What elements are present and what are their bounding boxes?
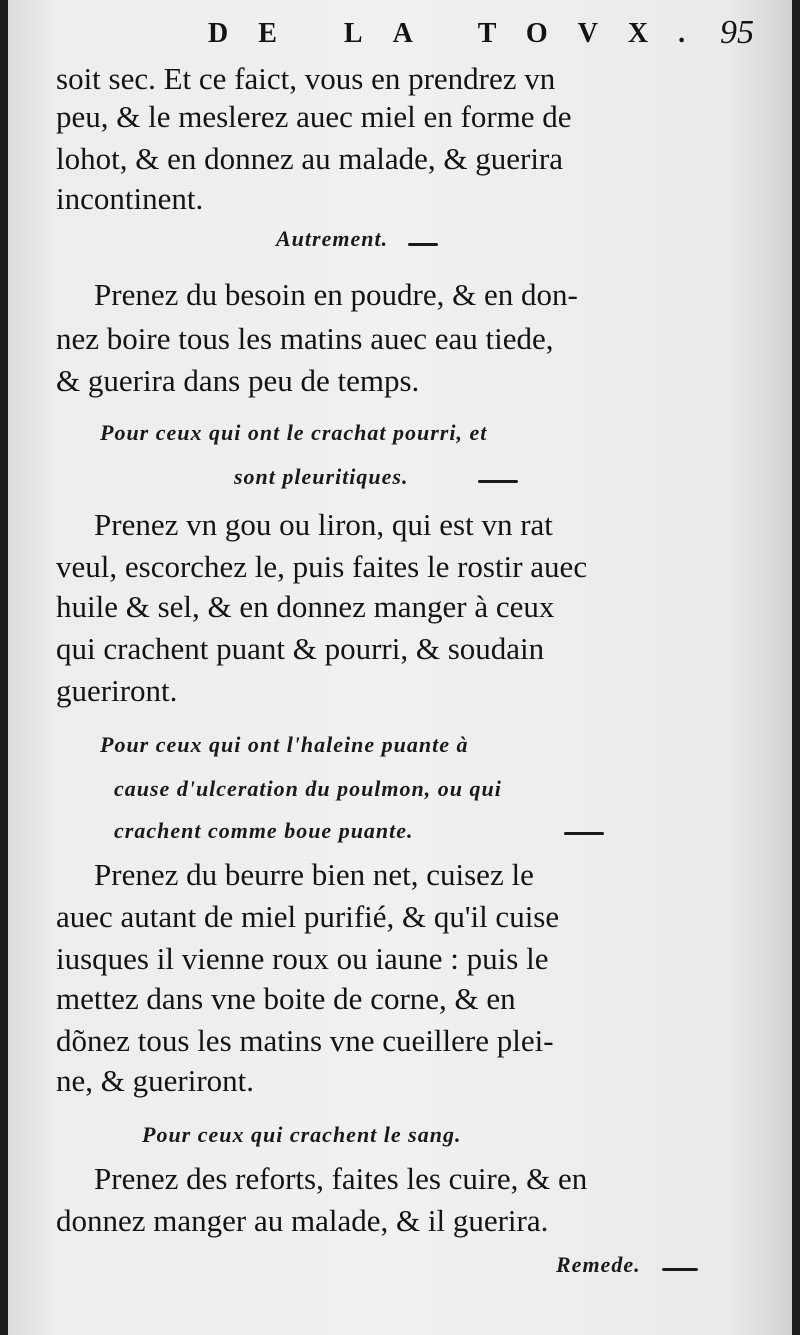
catchword: Remede. (556, 1252, 641, 1277)
text-line: qui crachent puant & pourri, & soudain (56, 631, 545, 666)
text-line: Prenez du beurre bien net, cuisez le (94, 857, 534, 892)
text-line: peu, & le meslerez auec miel en forme de (56, 99, 572, 134)
text-line: & guerira dans peu de temps. (56, 363, 420, 398)
text-line: donnez manger au malade, & il guerira. (56, 1203, 549, 1238)
running-head: DE LA TOVX. (208, 18, 716, 49)
book-page (8, 0, 792, 1335)
text-line: incontinent. (56, 181, 204, 216)
text-line: auec autant de miel purifié, & qu'il cuise (56, 899, 560, 934)
section-heading: Pour ceux qui ont le crachat pourri, et (100, 420, 488, 445)
page-number: 95 (720, 14, 754, 51)
text-line: mettez dans vne boite de corne, & en (56, 981, 516, 1016)
text-line: nez boire tous les matins auec eau tiede, (56, 321, 554, 356)
section-heading: sont pleuritiques. (234, 464, 409, 489)
section-heading: crachent comme boue puante. (114, 818, 414, 843)
text-line: veul, escorchez le, puis faites le rostir auec (56, 549, 588, 584)
section-heading: Pour ceux qui crachent le sang. (142, 1122, 462, 1147)
text-line: ne, & gueriront. (56, 1063, 255, 1098)
heading-flourish (408, 243, 438, 246)
text-line: iusques il vienne roux ou iaune : puis le (56, 941, 549, 976)
text-line: dõnez tous les matins vne cueillere plei- (56, 1023, 554, 1058)
text-line: Prenez des reforts, faites les cuire, & en (94, 1161, 588, 1196)
heading-flourish (662, 1268, 698, 1271)
text-line: Prenez du besoin en poudre, & en don- (94, 277, 578, 312)
section-heading: Pour ceux qui ont l'haleine puante à (100, 732, 469, 757)
text-line: gueriront. (56, 673, 178, 708)
section-heading: Autrement. (276, 226, 389, 251)
section-heading: cause d'ulceration du poulmon, ou qui (114, 776, 502, 801)
heading-flourish (478, 480, 518, 483)
text-line: soit sec. Et ce faict, vous en prendrez vn (56, 61, 556, 96)
heading-flourish (564, 832, 604, 835)
text-line: lohot, & en donnez au malade, & guerira (56, 141, 564, 176)
text-line: Prenez vn gou ou liron, qui est vn rat (94, 507, 553, 542)
text-line: huile & sel, & en donnez manger à ceux (56, 589, 555, 624)
